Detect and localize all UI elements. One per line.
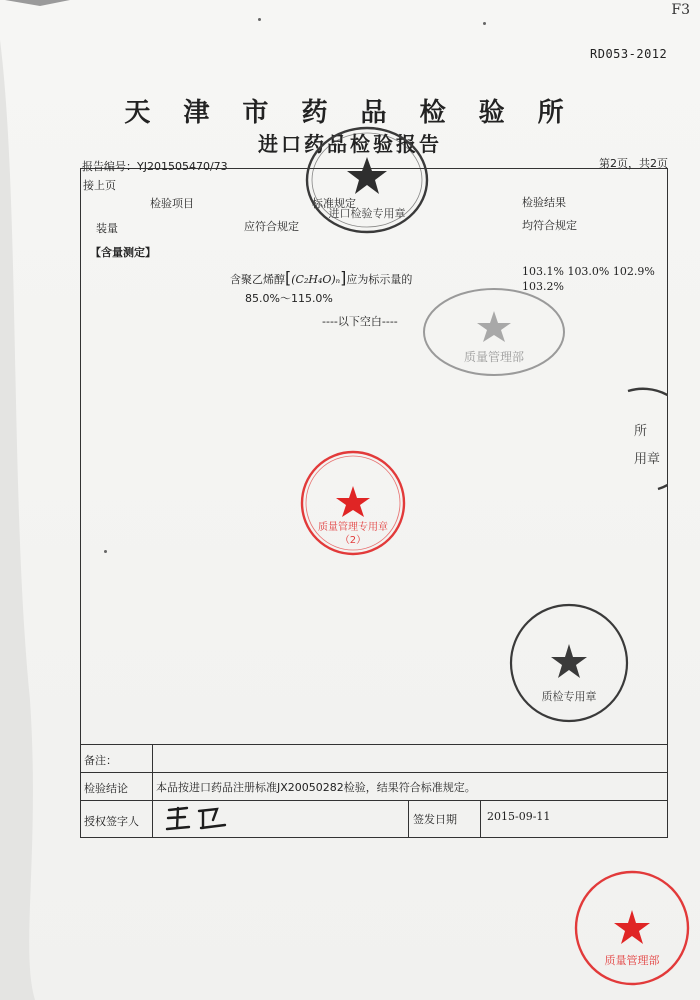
row-item-assay: 【含量测定】	[90, 246, 156, 259]
svg-text:质量管理部: 质量管理部	[463, 350, 525, 364]
continued-label: 接上页	[83, 179, 116, 192]
partial-inspection-seal	[612, 385, 668, 497]
assay-prefix: 含聚乙烯醇	[230, 273, 285, 286]
conclusion-label: 检验结论	[84, 782, 128, 795]
assay-results-line2: 103.2%	[522, 280, 564, 293]
column-header-item: 检验项目	[150, 197, 194, 210]
huarun-quality-seal	[298, 448, 408, 558]
svg-text:所: 所	[634, 424, 648, 439]
report-title: 进口药品检验报告	[258, 132, 442, 156]
signer-top-line	[80, 800, 668, 801]
assay-formula: (C₂H₄O)ₙ	[291, 273, 341, 286]
assay-suffix: 应为标示量的	[346, 273, 413, 286]
label-column-divider	[152, 744, 153, 838]
assay-results-line1: 103.1% 103.0% 102.9%	[522, 265, 655, 278]
svg-text:质量管理部: 质量管理部	[604, 954, 660, 967]
corner-mark: F3	[671, 2, 690, 18]
scan-speck	[104, 550, 107, 553]
handwritten-signature	[165, 802, 235, 836]
signer-label: 授权签字人	[84, 815, 139, 828]
anhui-quality-seal	[420, 285, 568, 380]
assay-standard: 含聚乙烯醇[(C₂H₄O)ₙ]应为标示量的	[230, 268, 413, 287]
svg-text:用章: 用章	[634, 452, 661, 467]
page-indicator: 第2页，共2页	[599, 157, 668, 170]
column-header-standard: 标准规定	[312, 197, 356, 210]
scan-speck	[258, 18, 261, 21]
scan-speck	[483, 22, 486, 25]
svg-text:质量管理专用章: 质量管理专用章	[318, 522, 388, 533]
column-header-result: 检验结果	[522, 196, 566, 209]
blank-below-note: ----以下空白----	[322, 315, 398, 328]
institute-title: 天 津 市 药 品 检 验 所	[124, 98, 576, 128]
issue-date-label: 签发日期	[413, 813, 457, 826]
conclusion-value: 本品按进口药品注册标准JX20050282检验，结果符合标准规定。	[156, 781, 476, 794]
date-divider	[480, 800, 481, 838]
signer-divider	[408, 800, 409, 838]
remarks-label: 备注：	[84, 754, 117, 767]
qingsong-qc-seal	[506, 602, 632, 724]
conclusion-top-line	[80, 772, 668, 773]
row-standard-fill: 应符合规定	[244, 220, 299, 233]
remarks-top-line	[80, 744, 668, 745]
report-number: 报告编号：YJ201505470/73	[82, 160, 228, 173]
svg-text:质检专用章: 质检专用章	[541, 690, 597, 703]
tianjin-inspection-seal	[302, 125, 432, 235]
svg-text:（2）: （2）	[339, 535, 367, 546]
row-item-fill: 装量	[96, 222, 118, 235]
suzhou-huatai-seal	[572, 868, 692, 988]
assay-range: 85.0%～115.0%	[245, 292, 333, 305]
document-code: RD053-2012	[590, 47, 668, 61]
row-result-fill: 均符合规定	[522, 219, 577, 232]
issue-date-value: 2015-09-11	[487, 810, 551, 823]
svg-text:进口检验专用章: 进口检验专用章	[328, 207, 406, 220]
